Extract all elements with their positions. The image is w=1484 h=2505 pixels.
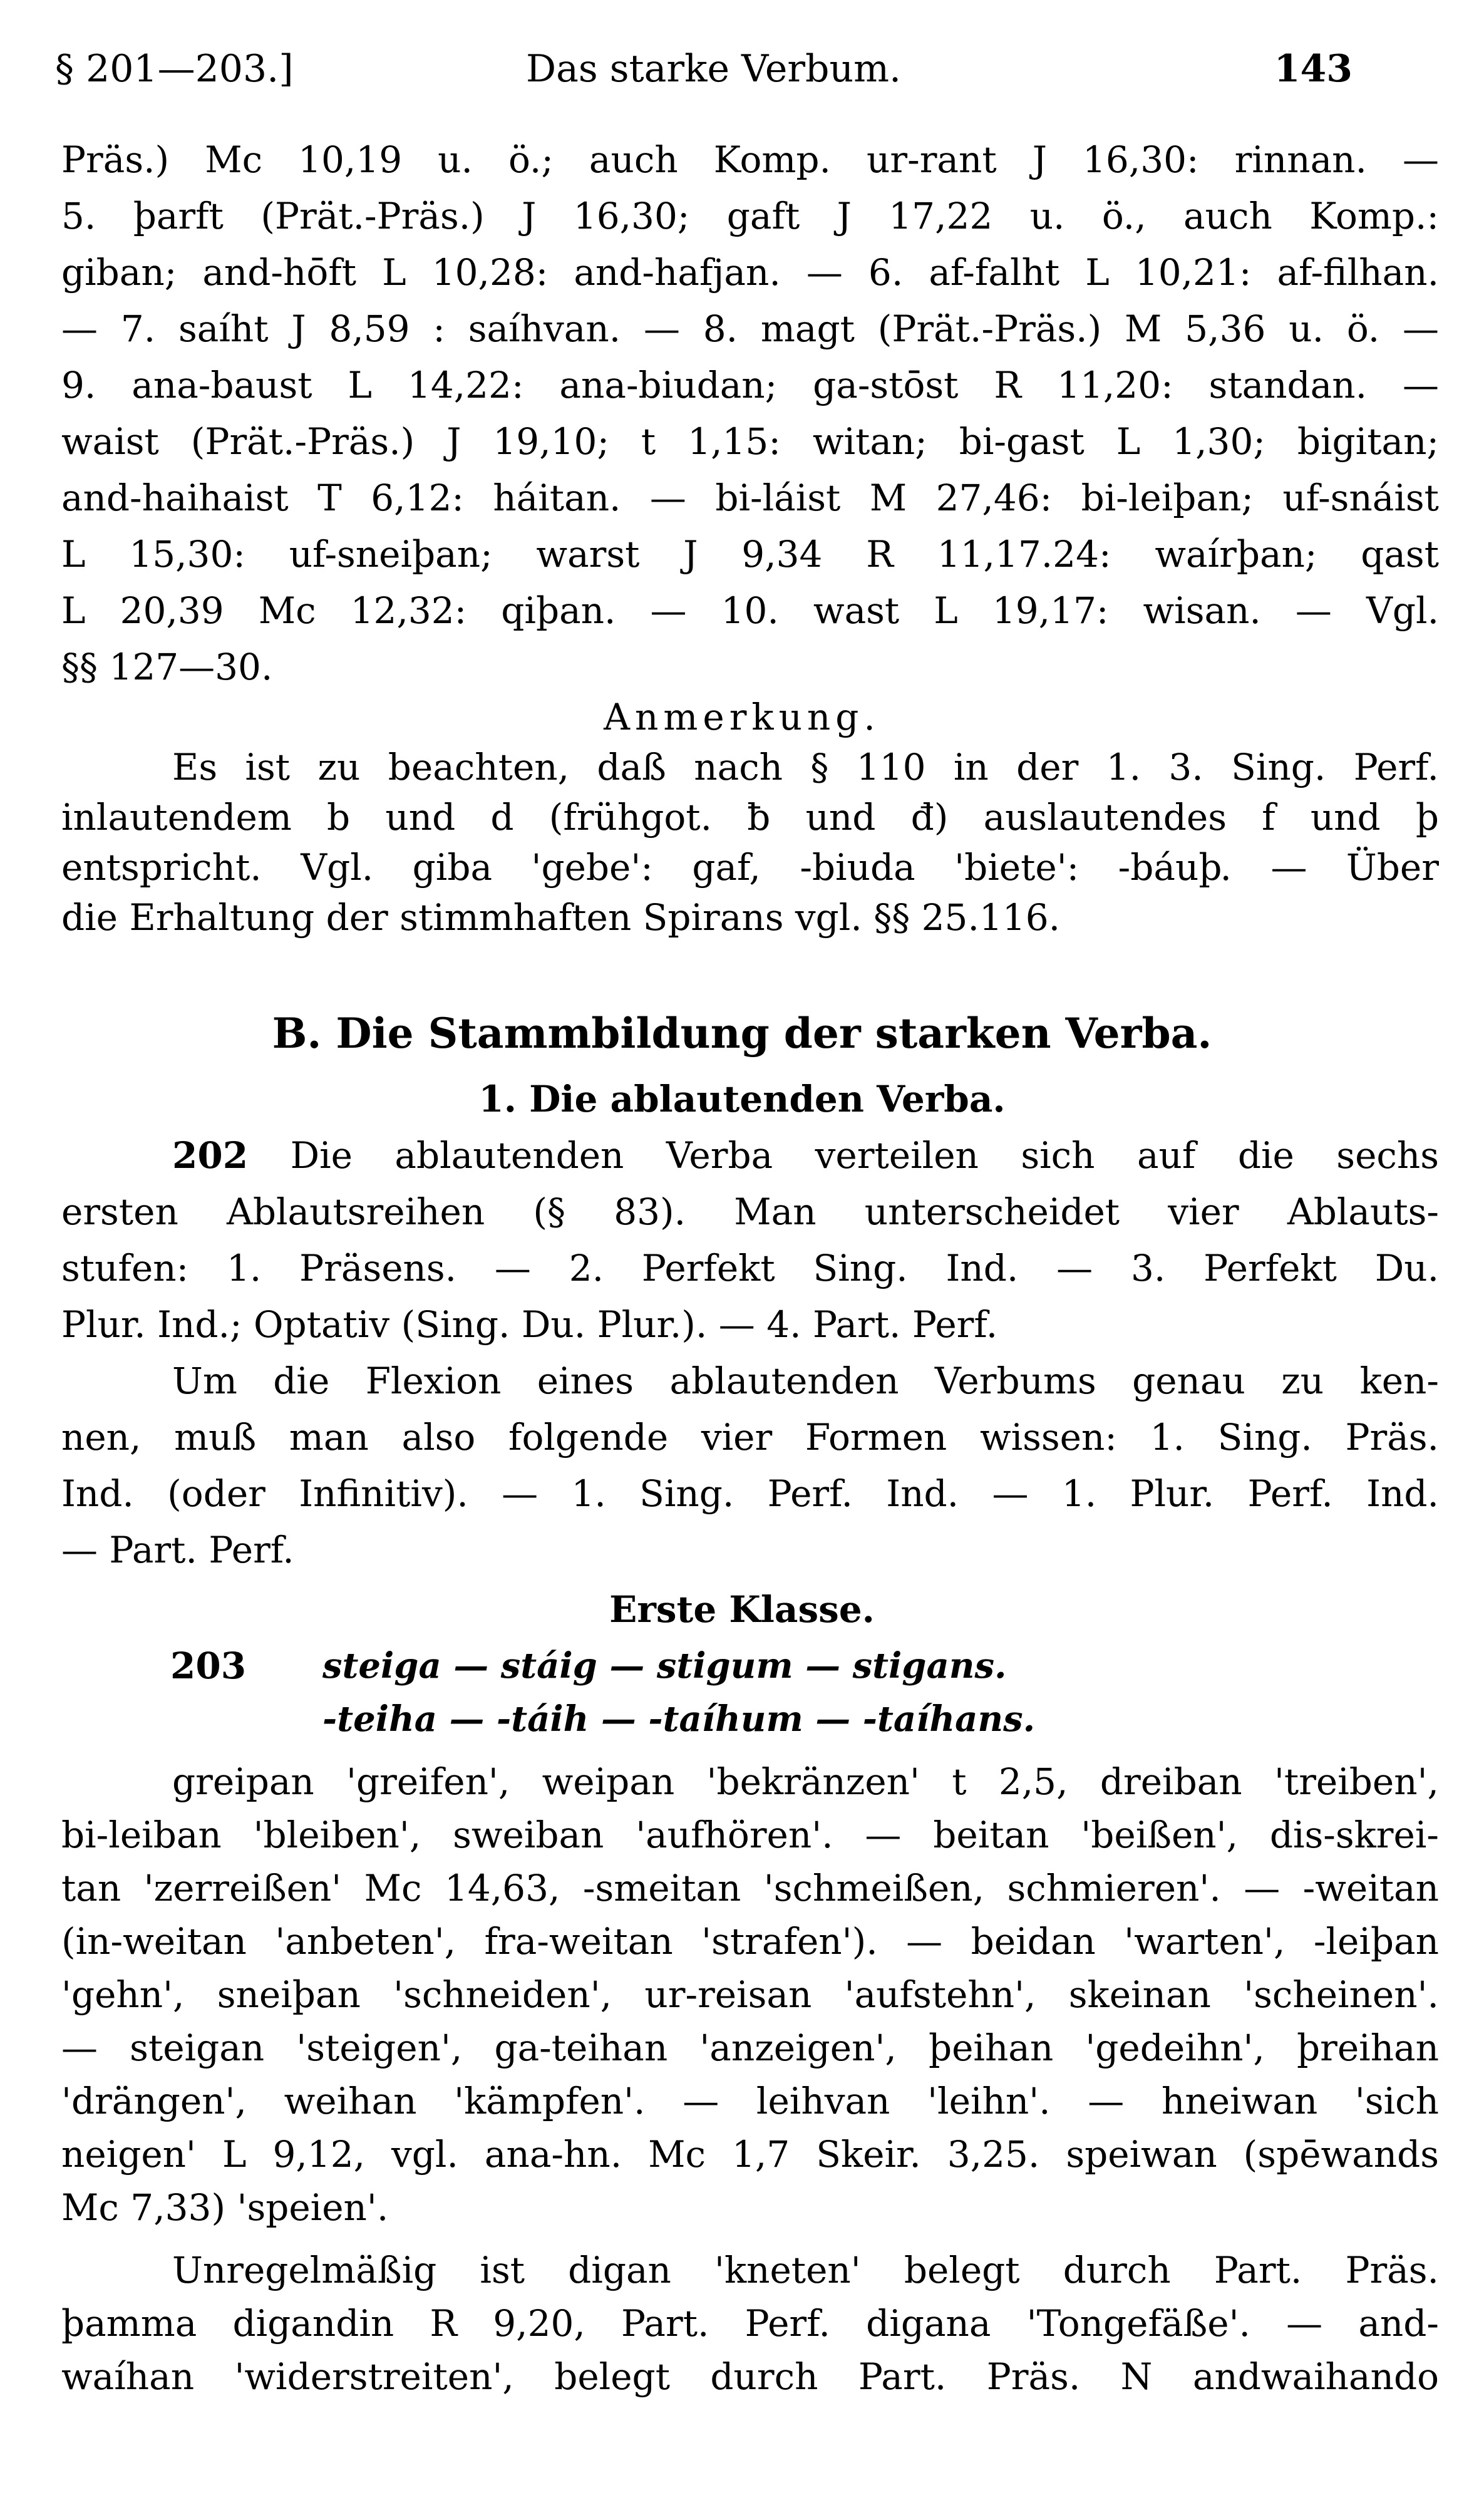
- section-number: 203: [170, 1645, 247, 1687]
- text-line: ersten Ablautsreihen (§ 83). Man unterscheidet vier Ablauts-: [61, 1191, 1439, 1233]
- section-heading: B. Die Stammbildung der starken Verba.: [272, 1009, 1212, 1058]
- text-line: stufen: 1. Präsens. — 2. Perfekt Sing. Ind. — 3. Perfekt Du.: [61, 1247, 1439, 1289]
- text-line: Ind. (oder Infinitiv). — 1. Sing. Perf. Ind. — 1. Plur. Perf. Ind.: [61, 1472, 1439, 1515]
- text-line: nen, muß man also folgende vier Formen wissen: 1. Sing. Präs.: [61, 1416, 1439, 1459]
- text-line: bi-leiban 'bleiben', sweiban 'aufhören'. — beitan 'beißen', dis-skrei-: [61, 1814, 1439, 1856]
- anmerkung-heading: Anmerkung.: [604, 696, 880, 738]
- text-line: — steigan 'steigen', ga-teihan 'anzeigen', þeihan 'gedeihn', þreihan: [61, 2027, 1439, 2069]
- text-line: Plur. Ind.; Optativ (Sing. Du. Plur.). — 4. Part. Perf.: [61, 1303, 998, 1346]
- text-line: 'drängen', weihan 'kämpfen'. — leihvan 'leihn'. — hneiwan 'sich: [61, 2080, 1439, 2122]
- text-line: (in-weitan 'anbeten', fra-weitan 'strafen'). — beidan 'warten', -leiþan: [61, 1920, 1439, 1963]
- text-line: die Erhaltung der stimmhaften Spirans vgl. §§ 25.116.: [61, 896, 1061, 939]
- text-line: waíhan 'widerstreiten', belegt durch Part. Präs. N andwaihando: [61, 2355, 1439, 2398]
- paradigm-row: -teiha — -táih — -taíhum — -taíhans.: [322, 1698, 1036, 1740]
- header-section-range: § 201—203.]: [55, 47, 294, 91]
- text-line: entspricht. Vgl. giba 'gebe': gaf, -biuda 'biete': -báuþ. — Über: [61, 846, 1439, 889]
- text-line: Unregelmäßig ist digan 'kneten' belegt durch Part. Präs.: [172, 2249, 1439, 2291]
- text-line: neigen' L 9,12, vgl. ana-hn. Mc 1,7 Skeir. 3,25. speiwan (spēwands: [61, 2133, 1439, 2176]
- text-line: 5. þarft (Prät.-Präs.) J 16,30; gaft J 17,22 u. ö., auch Komp.:: [61, 195, 1439, 237]
- text-line: and-haihaist T 6,12: háitan. — bi-láist M 27,46: bi-leiþan; uf-snáist: [61, 477, 1439, 519]
- paradigm-row: steiga — stáig — stigum — stigans.: [322, 1645, 1007, 1686]
- text-line: 'gehn', sneiþan 'schneiden', ur-reisan 'aufstehn', skeinan 'scheinen'.: [61, 1973, 1439, 2016]
- text-line: inlautendem b und d (frühgot. ƀ und đ) auslautendes f und þ: [61, 796, 1439, 839]
- text-line: giban; and-hōft L 10,28: and-hafjan. — 6. af-falht L 10,21: af-filhan.: [61, 251, 1439, 294]
- text-line: §§ 127—30.: [61, 646, 273, 688]
- text-line: tan 'zerreißen' Mc 14,63, -smeitan 'schmeißen, schmieren'. — -weitan: [61, 1867, 1439, 1909]
- text-line: L 20,39 Mc 12,32: qiþan. — 10. wast L 19,17: wisan. — Vgl.: [61, 589, 1439, 632]
- text-line: þamma digandin R 9,20, Part. Perf. digana 'Tongefäße'. — and-: [61, 2302, 1439, 2345]
- class-heading: Erste Klasse.: [609, 1588, 875, 1631]
- text-line: — 7. saíht J 8,59 : saíhvan. — 8. magt (Prät.-Präs.) M 5,36 u. ö. —: [61, 307, 1439, 350]
- text-line: — Part. Perf.: [61, 1529, 294, 1571]
- page-number: 143: [1274, 47, 1353, 91]
- text-span: Die ablautenden Verba verteilen sich auf die sechs: [290, 1134, 1440, 1177]
- text-line: L 15,30: uf-sneiþan; warst J 9,34 R 11,17.24: waírþan; qast: [61, 533, 1439, 576]
- text-line: Mc 7,33) 'speien'.: [61, 2186, 389, 2229]
- text-line: [172, 1134, 1439, 1177]
- text-line: Präs.) Mc 10,19 u. ö.; auch Komp. ur-rant J 16,30: rinnan. —: [61, 138, 1439, 181]
- section-number: 202: [172, 1134, 249, 1177]
- header-running-title: Das starke Verbum.: [526, 47, 902, 91]
- text-line: 9. ana-baust L 14,22: ana-biudan; ga-stōst R 11,20: standan. —: [61, 364, 1439, 406]
- subsection-heading: 1. Die ablautenden Verba.: [478, 1078, 1006, 1120]
- text-line: Es ist zu beachten, daß nach § 110 in der 1. 3. Sing. Perf.: [172, 746, 1439, 788]
- text-line: waist (Prät.-Präs.) J 19,10; t 1,15: witan; bi-gast L 1,30; bigitan;: [61, 420, 1439, 463]
- text-line: greipan 'greifen', weipan 'bekränzen' t 2,5, dreiban 'treiben',: [172, 1760, 1439, 1803]
- text-line: Um die Flexion eines ablautenden Verbums genau zu ken-: [172, 1360, 1439, 1402]
